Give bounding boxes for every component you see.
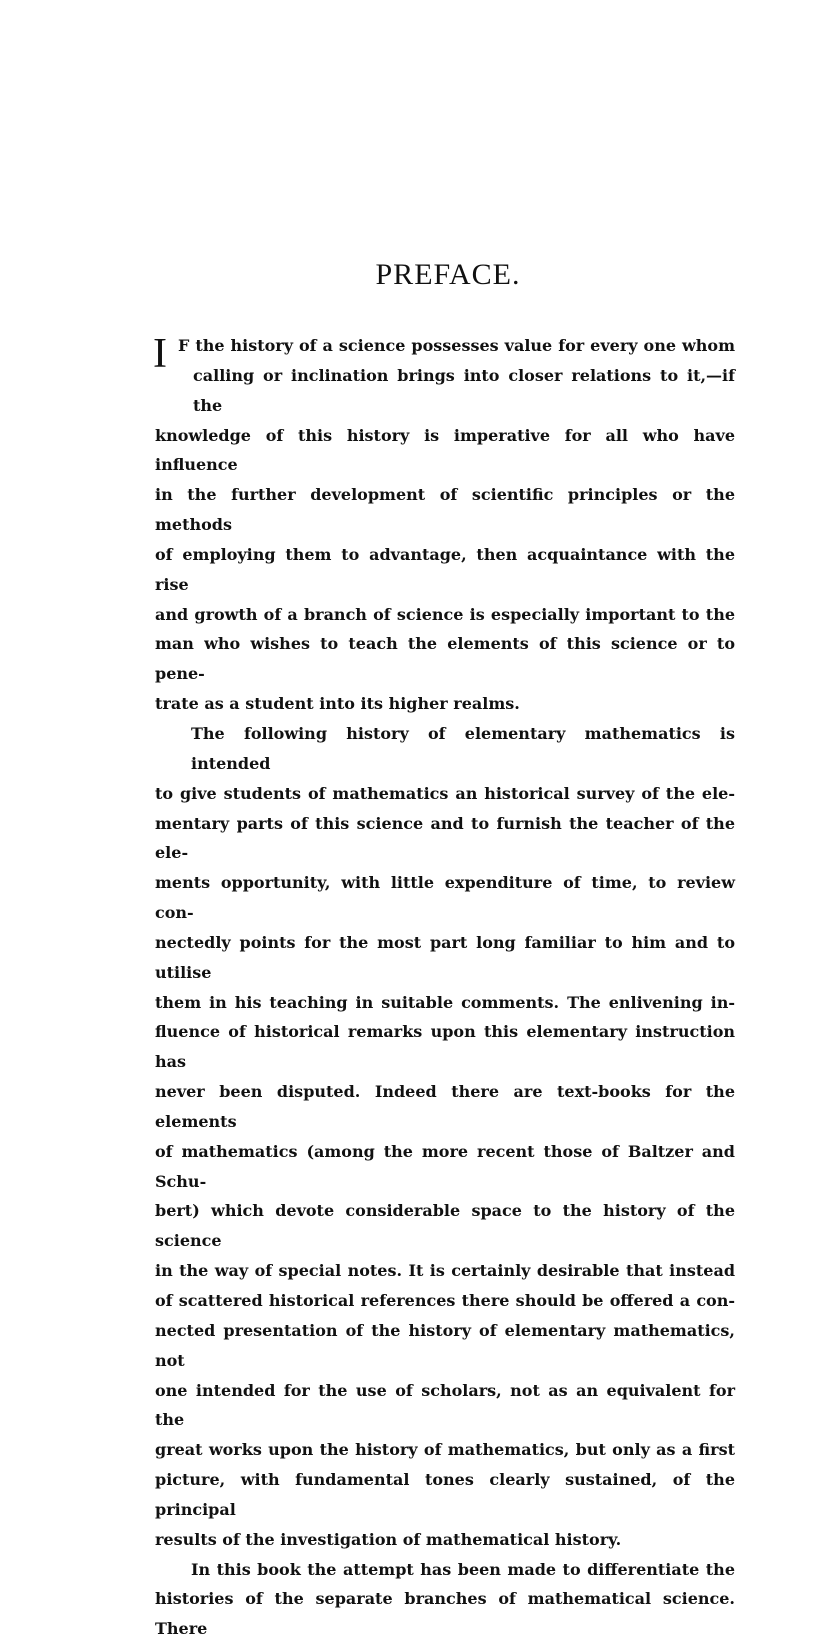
- text-line: mentary parts of this science and to furnish the teacher of the ele-: [155, 813, 735, 863]
- text-line: one intended for the use of scholars, not as an equivalent for the: [155, 1380, 735, 1430]
- paragraph-3: [155, 1555, 735, 1644]
- paragraph-1: [155, 331, 735, 719]
- text-line: of employing them to advantage, then acquaintance with the rise: [155, 544, 735, 594]
- text-line: great works upon the history of mathematics, but only as a first: [155, 1440, 735, 1460]
- text-line: trate as a student into its higher realms.: [155, 694, 520, 714]
- text-line: in the way of special notes. It is certainly desirable that instead: [155, 1261, 735, 1281]
- page-title: PREFACE.: [375, 258, 521, 291]
- text-line: nected presentation of the history of elementary mathematics, not: [155, 1320, 735, 1370]
- text-line: bert) which devote considerable space to the history of the science: [155, 1201, 735, 1251]
- text-line: of scattered historical references there should be offered a con-: [155, 1291, 735, 1310]
- text-line: them in his teaching in suitable comments. The enlivening in-: [155, 992, 735, 1012]
- text-line: F the history of a science possesses value for every one whom: [178, 336, 735, 355]
- text-line: fluence of historical remarks upon this elementary instruction has: [155, 1022, 735, 1072]
- text-line: The following history of elementary mathematics is intended: [191, 723, 735, 773]
- text-line: never been disputed. Indeed there are text-books for the elements: [155, 1082, 735, 1131]
- text-line: nectedly points for the most part long familiar to him and to utilise: [155, 932, 735, 982]
- text-line: histories of the separate branches of mathematical science. There: [155, 1589, 735, 1639]
- text-line: knowledge of this history is imperative for all who have influence: [155, 425, 735, 475]
- text-line: and growth of a branch of science is especially important to the: [155, 604, 735, 624]
- text-line: calling or inclination brings into closer relations to it,—if the: [193, 365, 735, 415]
- text-line: of mathematics (among the more recent those of Baltzer and Schu-: [155, 1141, 735, 1191]
- text-line: picture, with fundamental tones clearly sustained, of the principal: [155, 1470, 735, 1519]
- preface-body: [155, 331, 735, 1644]
- drop-cap: I: [153, 331, 167, 377]
- text-line: results of the investigation of mathematical history.: [155, 1529, 622, 1549]
- text-line: in the further development of scientific principles or the methods: [155, 485, 735, 535]
- text-line: In this book the attempt has been made to differentiate the: [191, 1559, 735, 1579]
- paragraph-2: [155, 719, 735, 1555]
- text-line: to give students of mathematics an historical survey of the ele-: [155, 783, 735, 803]
- text-line: ments opportunity, with little expenditure of time, to review con-: [155, 873, 735, 923]
- text-line: man who wishes to teach the elements of this science or to pene-: [155, 634, 735, 684]
